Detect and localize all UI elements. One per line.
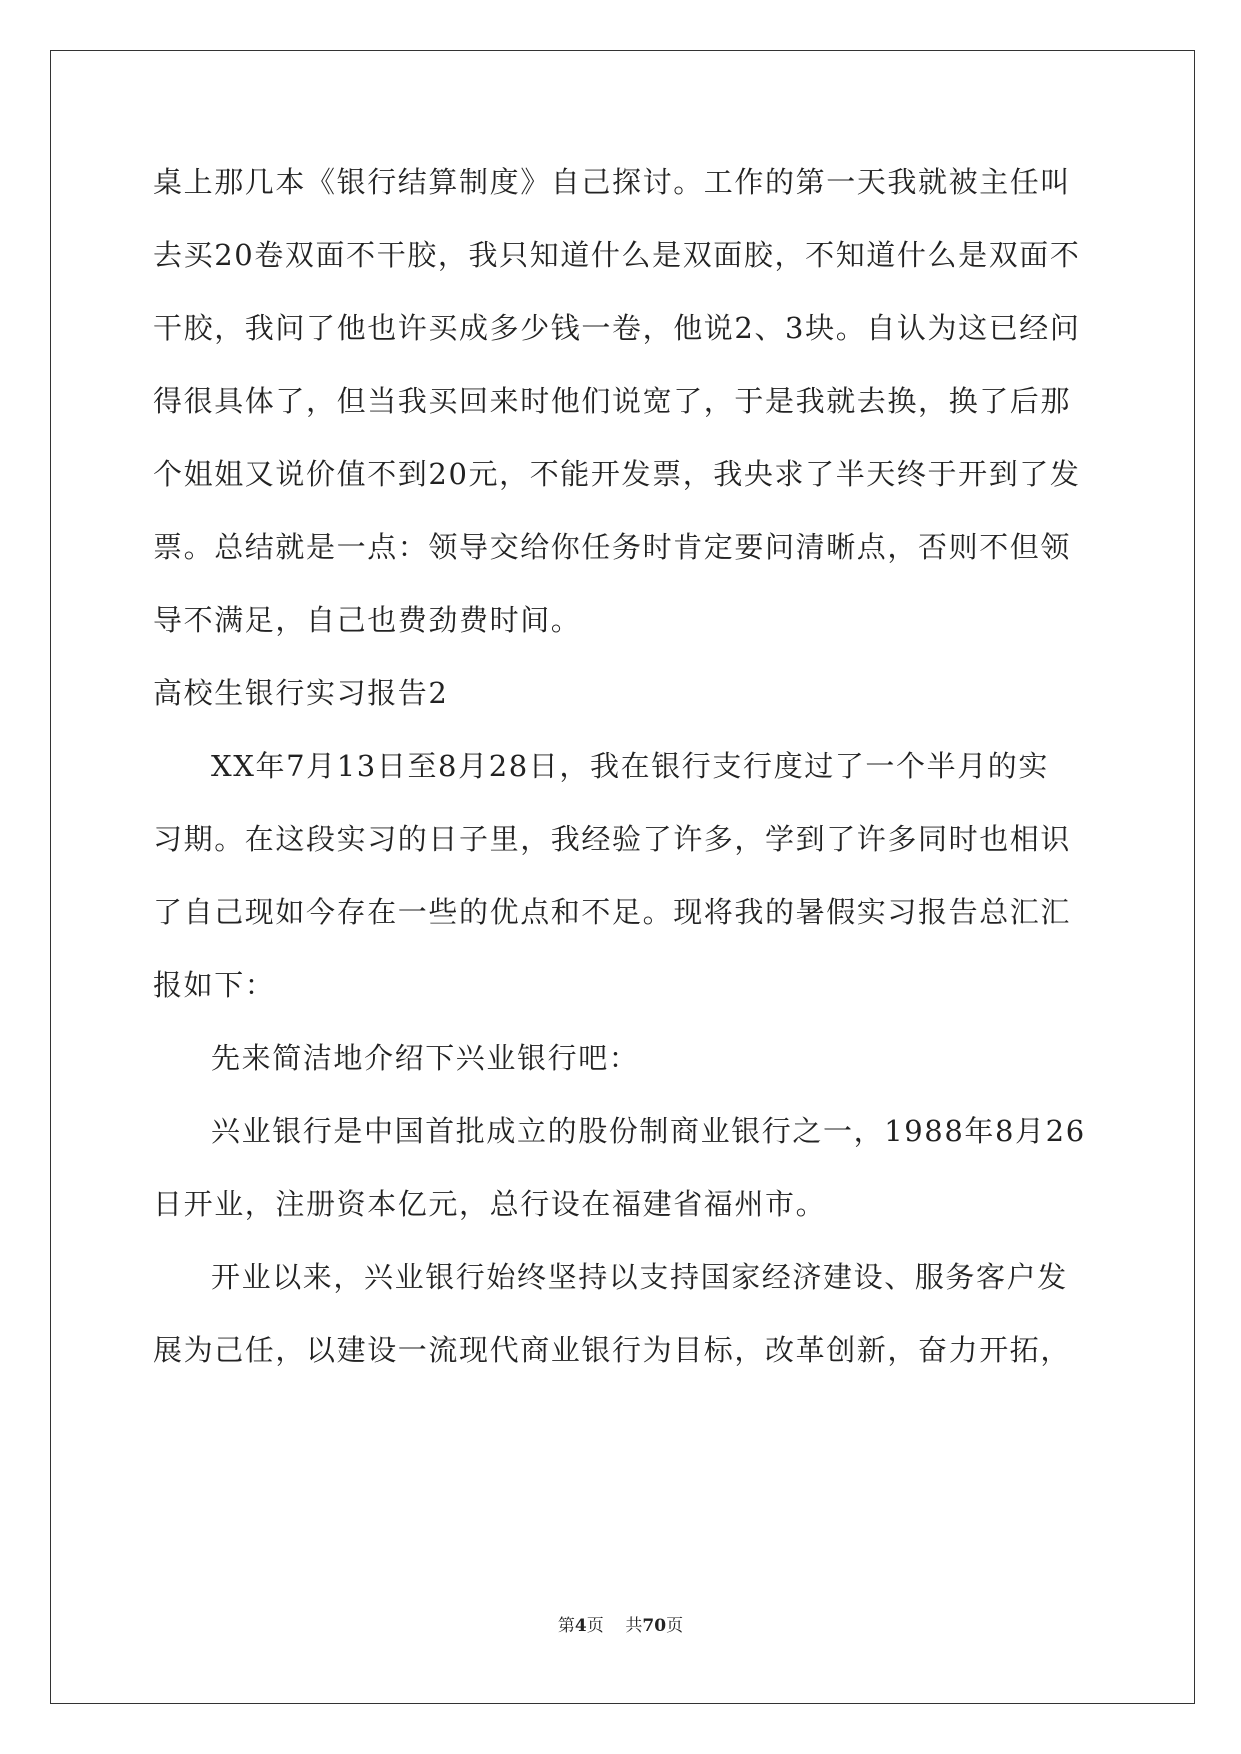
paragraph-line-4: 得很具体了，但当我买回来时他们说宽了，于是我就去换，换了后那 — [153, 384, 1072, 418]
paragraph-line-9: 习期。在这段实习的日子里，我经验了许多，学到了许多同时也相识 — [153, 822, 1072, 856]
page-border — [50, 50, 1195, 1704]
paragraph-line-10: 了自己现如今存在一些的优点和不足。现将我的暑假实习报告总汇汇 — [153, 895, 1072, 929]
paragraph-line-7: 导不满足，自己也费劲费时间。 — [153, 603, 582, 637]
paragraph-line-3: 干胶，我问了他也许买成多少钱一卷，他说2、3块。自认为这已经问 — [153, 311, 1081, 345]
page-suffix: 页 — [586, 1616, 604, 1636]
page-footer — [0, 1614, 1241, 1638]
paragraph-line-14: 日开业，注册资本亿元，总行设在福建省福州市。 — [153, 1187, 827, 1221]
paragraph-line-8: XX年7月13日至8月28日，我在银行支行度过了一个半月的实 — [211, 749, 1049, 783]
page-number: 4 — [574, 1616, 587, 1636]
total-prefix: 共 — [625, 1616, 643, 1636]
paragraph-line-2: 去买20卷双面不干胶，我只知道什么是双面胶，不知道什么是双面不 — [153, 238, 1081, 272]
paragraph-line-13: 兴业银行是中国首批成立的股份制商业银行之一，1988年8月26 — [211, 1114, 1086, 1148]
paragraph-line-6: 票。总结就是一点：领导交给你任务时肯定要问清晰点，否则不但领 — [153, 530, 1072, 564]
paragraph-line-1: 桌上那几本《银行结算制度》自己探讨。工作的第一天我就被主任叫 — [153, 165, 1072, 199]
total-suffix: 页 — [666, 1616, 684, 1636]
paragraph-line-11: 报如下： — [153, 968, 276, 1002]
paragraph-line-12: 先来简洁地介绍下兴业银行吧： — [211, 1041, 640, 1075]
paragraph-line-16: 展为己任，以建设一流现代商业银行为目标，改革创新，奋力开拓， — [153, 1333, 1072, 1367]
paragraph-line-15: 开业以来，兴业银行始终坚持以支持国家经济建设、服务客户发 — [211, 1260, 1068, 1294]
page-prefix: 第 — [557, 1616, 575, 1636]
total-pages: 70 — [642, 1616, 667, 1636]
section-title: 高校生银行实习报告2 — [153, 676, 449, 710]
paragraph-line-5: 个姐姐又说价值不到20元，不能开发票，我央求了半天终于开到了发 — [153, 457, 1081, 491]
